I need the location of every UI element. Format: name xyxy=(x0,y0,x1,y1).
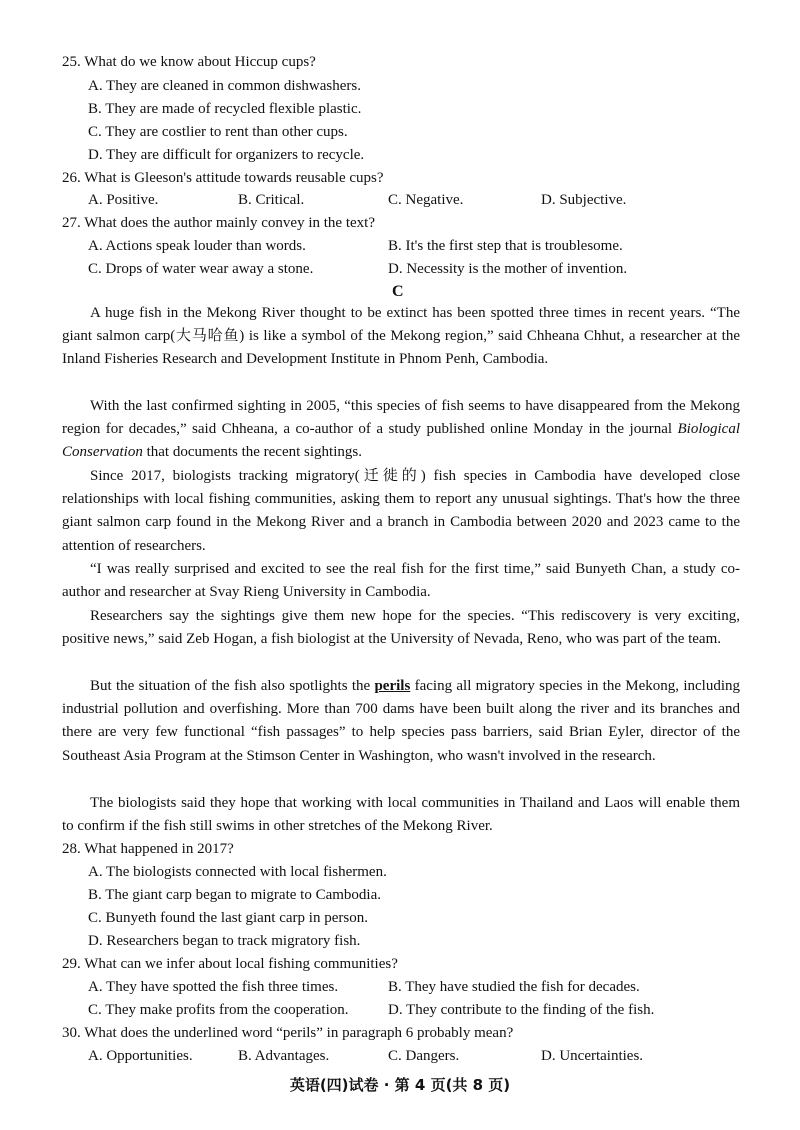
q28-option-a: A. The biologists connected with local fishermen. xyxy=(88,864,387,880)
passage-paragraph-3: Since 2017, biologists tracking migratory(迁徙的) fish species in Cambodia have developed close relationships with local fishing communities, asking them to report any unusual sightings. That's how the three giant salmon carp found in the Mekong River and a branch in Cambodia between 2020 and 2023 came to the attention of researchers. xyxy=(62,468,740,554)
passage-paragraph-2 xyxy=(62,395,740,465)
q25-option-d: D. They are difficult for organizers to recycle. xyxy=(88,147,365,163)
journal-title: Biological Conservation xyxy=(62,421,740,461)
paragraph-6-text-start: But the situation of the fish also spotlights the xyxy=(90,678,375,694)
passage-paragraph-6 xyxy=(62,675,740,768)
passage-paragraph-7: The biologists said they hope that working with local communities in Thailand and Laos will enable them to confirm if the fish still swims in other stretches of the Mekong River. xyxy=(62,795,740,835)
question-25: 25. What do we know about Hiccup cups? xyxy=(62,54,316,70)
q27-option-a: A. Actions speak louder than words. xyxy=(88,238,306,254)
paragraph-2-text-start: With the last confirmed sighting in 2005, “this species of fish seems to have disappeared from the Mekong region for decades,” said Chheana, a co-author of a study published online Monday in the journal xyxy=(62,398,740,438)
question-28: 28. What happened in 2017? xyxy=(62,841,234,857)
underlined-word-perils: perils xyxy=(374,678,411,694)
q29-option-d: D. They contribute to the finding of the fish. xyxy=(388,1002,655,1018)
paragraph-2-text-end: that documents the recent sightings. xyxy=(142,444,362,461)
q28-option-d: D. Researchers began to track migratory fish. xyxy=(88,933,361,949)
q30-option-a: A. Opportunities. xyxy=(88,1048,193,1064)
q29-option-b: B. They have studied the fish for decades. xyxy=(388,979,640,995)
q28-option-b: B. The giant carp began to migrate to Cambodia. xyxy=(88,887,381,903)
passage-paragraph-1: A huge fish in the Mekong River thought to be extinct has been spotted three times in recent years. “The giant salmon carp(大马哈鱼) is like a symbol of the Mekong region,” said Chheana Chhut, a researcher at the Inland Fisheries Research and Development Institute in Phnom Penh, Cambodia. xyxy=(62,305,740,368)
passage-paragraph-5: Researchers say the sightings give them new hope for the species. “This rediscovery is very exciting, positive news,” said Zeb Hogan, a fish biologist at the University of Nevada, Reno, who was part of the team. xyxy=(62,608,740,648)
passage-paragraph-4: “I was really surprised and excited to see the real fish for the first time,” said Bunyeth Chan, a study co-author and researcher at Svay Rieng University in Cambodia. xyxy=(62,561,740,601)
question-30: 30. What does the underlined word “perils” in paragraph 6 probably mean? xyxy=(62,1025,514,1041)
question-29: 29. What can we infer about local fishing communities? xyxy=(62,956,398,972)
q30-option-c: C. Dangers. xyxy=(388,1048,460,1064)
section-label: C xyxy=(392,283,404,300)
question-26: 26. What is Gleeson's attitude towards reusable cups? xyxy=(62,170,384,186)
q29-option-c: C. They make profits from the cooperation. xyxy=(88,1002,349,1018)
q26-option-d: D. Subjective. xyxy=(541,192,627,208)
q25-option-a: A. They are cleaned in common dishwashers. xyxy=(88,78,361,94)
q25-option-c: C. They are costlier to rent than other cups. xyxy=(88,124,348,140)
q25-option-b: B. They are made of recycled flexible plastic. xyxy=(88,101,362,117)
q26-option-b: B. Critical. xyxy=(238,192,305,208)
q29-option-a: A. They have spotted the fish three times. xyxy=(88,979,339,995)
q27-option-b: B. It's the first step that is troublesome. xyxy=(388,238,623,254)
q27-option-c: C. Drops of water wear away a stone. xyxy=(88,261,314,277)
question-27: 27. What does the author mainly convey in the text? xyxy=(62,215,375,231)
q30-option-b: B. Advantages. xyxy=(238,1048,330,1064)
q26-option-c: C. Negative. xyxy=(388,192,464,208)
q30-option-d: D. Uncertainties. xyxy=(541,1048,644,1064)
q27-option-d: D. Necessity is the mother of invention. xyxy=(388,261,628,277)
page-footer: 英语(四)试卷 · 第 4 页(共 8 页) xyxy=(289,1076,511,1094)
q26-option-a: A. Positive. xyxy=(88,192,159,208)
q28-option-c: C. Bunyeth found the last giant carp in person. xyxy=(88,910,368,926)
paragraph-6-text-end: facing all migratory species in the Mekong, including industrial pollution and overfishing. More than 700 dams have been built along the river and its branches and there are very few functional “fish passages” to help species pass barriers, said Brian Eyler, director of the Southeast Asia Program at the Stimson Center in Washington, who wasn't involved in the research. xyxy=(62,678,740,764)
